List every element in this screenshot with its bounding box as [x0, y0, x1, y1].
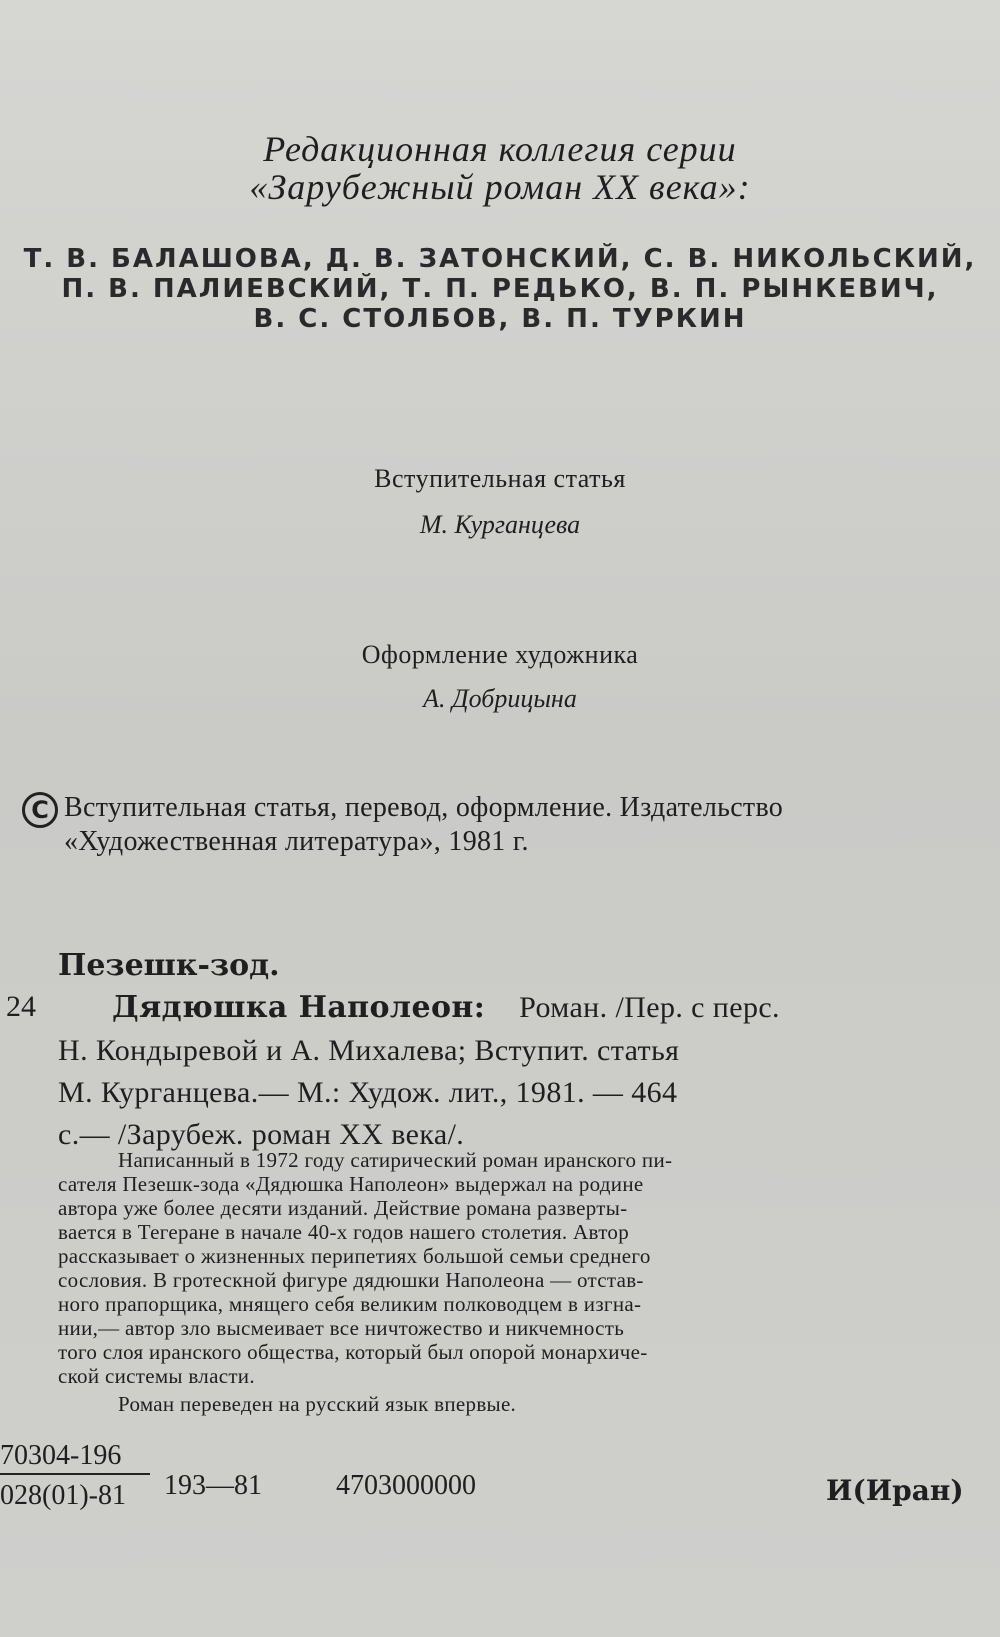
series-board-members-line2: П. В. ПАЛИЕВСКИЙ, Т. П. РЕДЬКО, В. П. РЫНКЕВИЧ, — [61, 274, 939, 304]
catalog-code: 24 — [6, 990, 36, 1023]
series-board-members-line1: Т. В. БАЛАШОВА, Д. В. ЗАТОНСКИЙ, С. В. НИКОЛЬСКИЙ, — [23, 244, 977, 274]
imprint-code2: 4703000000 — [336, 1470, 476, 1501]
annotation-line: Написанный в 1972 году сатирический роман иранского пи- — [118, 1148, 673, 1172]
design-author: А. Добрицына — [423, 684, 577, 713]
series-board-members-line3: В. С. СТОЛБОВ, В. П. ТУРКИН — [253, 304, 747, 334]
annotation-line: автора уже более десяти изданий. Действие романа разверты- — [58, 1196, 628, 1220]
series-board-title-line1: Редакционная коллегия серии — [263, 129, 737, 169]
annotation-line: рассказывает о жизненных перипетиях большой семьи среднего — [58, 1244, 651, 1268]
annotation-line: сословия. В гротескной фигуре дядюшки Наполеона — отстав- — [58, 1268, 644, 1292]
copyright-icon: C — [22, 792, 58, 828]
annotation-last-line: Роман переведен на русский язык впервые. — [118, 1392, 517, 1416]
annotation-line: ного прапорщика, мнящего себя великим полководцем в изгна- — [58, 1292, 642, 1316]
copyright-line2: «Художественная литература», 1981 г. — [64, 826, 529, 857]
annotation-line: ской системы власти. — [58, 1364, 255, 1388]
catalog-line1-rest: Роман. /Пер. с перс. — [519, 991, 780, 1024]
catalog-title: Дядюшка Наполеон: — [112, 990, 486, 1025]
catalog-line2: Н. Кондыревой и А. Михалева; Вступит. статья — [58, 1034, 680, 1067]
annotation-line: нии,— автор зло высмеивает все ничтожество и никчемность — [58, 1316, 625, 1340]
annotation-line: того слоя иранского общества, который был опорой монархиче- — [58, 1340, 648, 1364]
intro-article-author: М. Курганцева — [419, 510, 581, 539]
annotation-line: вается в Тегеране в начале 40-х годов нашего столетия. Автор — [58, 1220, 629, 1244]
imprint-numerator: 70304-196 — [0, 1440, 122, 1471]
copyright-line1: Вступительная статья, перевод, оформление. Издательство — [64, 792, 784, 823]
annotation-line: сателя Пезешк-зода «Дядюшка Наполеон» выдержал на родине — [58, 1172, 644, 1196]
imprint-denominator: 028(01)-81 — [0, 1480, 126, 1511]
series-board-title-line2: «Зарубежный роман XX века»: — [249, 167, 751, 207]
imprint-fraction-line — [0, 1473, 150, 1475]
imprint-code1: 193—81 — [164, 1470, 262, 1501]
intro-article-label: Вступительная статья — [374, 464, 626, 493]
catalog-line3: М. Курганцева.— М.: Худож. лит., 1981. — 464 — [58, 1076, 678, 1109]
catalog-line4: с.— /Зарубеж. роман XX века/. — [58, 1118, 465, 1151]
imprint-classification: И(Иран) — [826, 1474, 964, 1507]
catalog-line1 — [112, 990, 780, 1025]
catalog-author: Пезешк-зод. — [58, 948, 280, 983]
design-label: Оформление художника — [361, 640, 639, 669]
